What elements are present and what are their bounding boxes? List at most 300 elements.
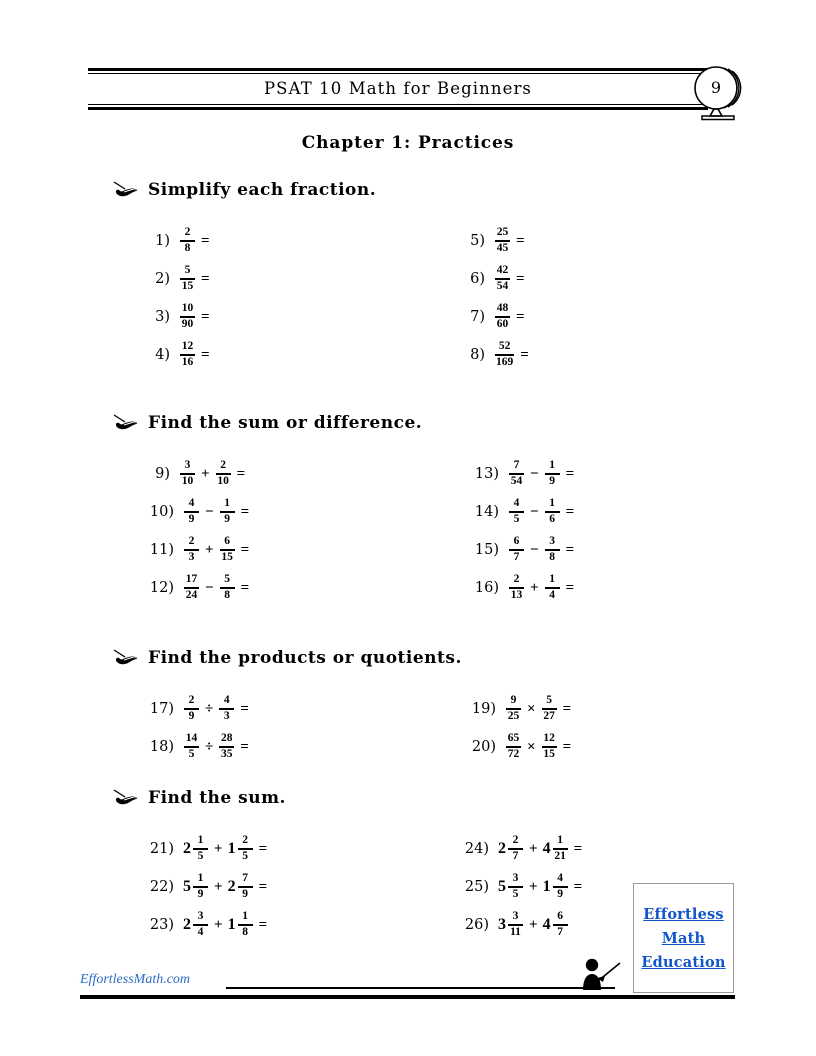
fraction-denominator: 3 [223, 709, 230, 722]
question-expression [183, 536, 249, 563]
section-heading-find-the-sum [113, 788, 286, 808]
fraction [184, 498, 199, 525]
question-item [455, 906, 582, 944]
footer-site-link[interactable]: EffortlessMath.com [80, 972, 191, 987]
fraction-numerator: 4 [223, 694, 230, 707]
fraction-numerator: 3 [512, 910, 519, 923]
fraction-denominator: 10 [217, 474, 229, 487]
operator: − [530, 541, 539, 558]
promo-line-1[interactable]: Effortless [643, 905, 724, 923]
section-heading-sum-or-difference [113, 413, 422, 433]
fraction-denominator: 169 [496, 355, 514, 368]
fraction-denominator: 16 [181, 355, 194, 368]
question-column-right [455, 222, 529, 374]
question-expression [183, 733, 249, 760]
operator: + [529, 878, 538, 895]
fraction-denominator: 5 [188, 747, 195, 760]
question-expression [498, 873, 582, 900]
fraction-numerator: 28 [220, 732, 233, 745]
equals-sign: = [573, 840, 583, 857]
question-number: 23) [149, 917, 174, 933]
page-header [88, 68, 708, 116]
question-item [455, 298, 529, 336]
header-rule-bottom-thick [88, 107, 708, 110]
fraction [180, 227, 195, 254]
fraction-denominator: 5 [513, 512, 520, 525]
fraction-denominator: 8 [184, 241, 191, 254]
fraction-denominator: 9 [224, 512, 230, 525]
fraction-denominator: 9 [188, 709, 195, 722]
fraction-numerator: 2 [184, 226, 191, 239]
mixed-number [183, 911, 209, 938]
question-expression [505, 733, 571, 760]
fraction [219, 695, 234, 722]
operator: + [201, 465, 210, 482]
mixed-number [498, 911, 524, 938]
question-item [140, 260, 210, 298]
fraction-part [193, 873, 208, 900]
fraction [495, 341, 514, 368]
page-title: Chapter 1: Practices [301, 133, 515, 153]
fraction-part [553, 835, 568, 862]
equals-sign: = [573, 878, 583, 895]
fraction [180, 303, 195, 330]
operator: − [530, 503, 539, 520]
question-column-right [465, 455, 574, 607]
question-expression [508, 460, 574, 487]
fraction-numerator: 9 [510, 694, 517, 707]
equals-sign: = [565, 503, 575, 520]
fraction-numerator: 4 [513, 497, 520, 510]
equals-sign: = [565, 465, 575, 482]
section-heading-label: Find the products or quotients. [148, 648, 462, 668]
operator: − [205, 579, 214, 596]
mixed-number [183, 873, 209, 900]
pen-icon [113, 181, 139, 199]
fraction [216, 460, 231, 487]
fraction [184, 733, 199, 760]
equals-sign: = [240, 738, 249, 755]
question-number: 19) [471, 701, 496, 717]
question-expression [494, 303, 525, 330]
whole-part: 2 [227, 878, 236, 895]
question-expression [508, 536, 574, 563]
question-item [462, 690, 571, 728]
question-item [455, 222, 529, 260]
operator: × [527, 738, 536, 755]
operator: − [530, 465, 539, 482]
fraction [545, 460, 560, 487]
question-item [465, 531, 574, 569]
question-item [140, 455, 249, 493]
question-column-right [455, 830, 582, 944]
question-column-right [462, 690, 571, 766]
operator: ÷ [205, 738, 214, 755]
fraction-denominator: 5 [512, 887, 519, 900]
equals-sign: = [201, 308, 210, 325]
fraction-denominator: 35 [220, 747, 233, 760]
question-number: 22) [149, 879, 174, 895]
fraction-numerator: 1 [197, 872, 204, 885]
fraction-numerator: 52 [498, 340, 511, 353]
question-number: 8) [470, 347, 485, 363]
equals-sign: = [240, 579, 250, 596]
fraction-numerator: 10 [181, 302, 194, 315]
fraction-denominator: 6 [549, 512, 555, 525]
promo-box[interactable] [633, 883, 734, 993]
fraction-denominator: 4 [549, 588, 555, 601]
fraction-denominator: 72 [507, 747, 520, 760]
question-item [465, 455, 574, 493]
fraction-denominator: 9 [197, 887, 204, 900]
fraction-numerator: 17 [185, 573, 198, 586]
question-item [140, 493, 249, 531]
question-number: 26) [464, 917, 489, 933]
fraction-numerator: 3 [512, 872, 519, 885]
question-expression [183, 574, 249, 601]
equals-sign: = [565, 579, 575, 596]
whole-part: 4 [542, 916, 551, 933]
fraction-numerator: 1 [549, 497, 555, 510]
question-number: 9) [155, 466, 170, 482]
question-expression [494, 265, 525, 292]
question-item [455, 830, 582, 868]
mixed-number [498, 873, 524, 900]
question-expression [183, 695, 249, 722]
fraction [180, 265, 195, 292]
question-expression [179, 265, 210, 292]
mixed-number [543, 911, 569, 938]
fraction [509, 536, 524, 563]
operator: ÷ [205, 700, 214, 717]
header-rule-top-thick [88, 68, 708, 71]
fraction-numerator: 3 [549, 535, 555, 548]
fraction-denominator: 9 [188, 512, 195, 525]
question-number: 15) [474, 542, 499, 558]
mixed-number [543, 873, 569, 900]
question-item [465, 493, 574, 531]
fraction-part [508, 873, 523, 900]
question-expression [183, 911, 267, 938]
fraction [220, 498, 235, 525]
equals-sign: = [516, 270, 525, 287]
fraction-numerator: 12 [543, 732, 555, 745]
fraction-numerator: 3 [197, 910, 204, 923]
equals-sign: = [258, 916, 268, 933]
operator: + [205, 541, 214, 558]
fraction-denominator: 10 [181, 474, 194, 487]
fraction-denominator: 8 [242, 925, 248, 938]
question-number: 14) [474, 504, 499, 520]
mixed-number [498, 835, 524, 862]
promo-line-2[interactable]: Math [661, 929, 706, 947]
whole-part: 1 [227, 916, 236, 933]
fraction [180, 341, 195, 368]
equals-sign: = [562, 738, 572, 755]
section-heading-label: Simplify each fraction. [148, 180, 377, 200]
question-item [140, 222, 210, 260]
question-column-left [140, 690, 249, 766]
fraction-denominator: 7 [512, 849, 519, 862]
fraction-numerator: 6 [224, 535, 230, 548]
equals-sign: = [258, 840, 268, 857]
whole-part: 1 [542, 878, 551, 895]
question-item [462, 728, 571, 766]
question-column-left [140, 455, 249, 607]
fraction [184, 695, 199, 722]
fraction-denominator: 60 [496, 317, 509, 330]
fraction-numerator: 2 [188, 535, 195, 548]
fraction [184, 574, 199, 601]
fraction-denominator: 15 [221, 550, 233, 563]
fraction-part [193, 835, 208, 862]
fraction-numerator: 7 [242, 872, 248, 885]
question-column-left [140, 222, 210, 374]
fraction-numerator: 2 [513, 573, 520, 586]
fraction-denominator: 3 [188, 550, 195, 563]
whole-part: 5 [183, 878, 191, 895]
fraction-denominator: 4 [197, 925, 204, 938]
operator: + [529, 916, 538, 933]
fraction-numerator: 2 [188, 694, 195, 707]
question-number: 3) [155, 309, 170, 325]
footer-rule-thin [226, 987, 615, 989]
whole-part: 2 [498, 840, 506, 857]
fraction-part [238, 835, 253, 862]
section-heading-label: Find the sum or difference. [148, 413, 423, 433]
question-item [455, 260, 529, 298]
fraction-denominator: 8 [549, 550, 555, 563]
equals-sign: = [201, 346, 210, 363]
fraction-denominator: 9 [549, 474, 555, 487]
fraction-part [238, 873, 253, 900]
fraction-numerator: 1 [557, 834, 563, 847]
question-expression [494, 341, 529, 368]
question-number: 18) [149, 739, 174, 755]
fraction-denominator: 9 [557, 887, 563, 900]
fraction [184, 536, 199, 563]
fraction-denominator: 7 [557, 925, 563, 938]
section-heading-simplify [113, 180, 376, 200]
fraction-numerator: 5 [184, 264, 191, 277]
question-number: 6) [470, 271, 485, 287]
question-item [140, 830, 267, 868]
question-number: 12) [149, 580, 174, 596]
question-item [455, 336, 529, 374]
question-number: 25) [464, 879, 489, 895]
operator: − [205, 503, 214, 520]
fraction-part [508, 835, 523, 862]
fraction-denominator: 11 [510, 925, 521, 938]
section-heading-products-or-quotients [113, 648, 462, 668]
mixed-number [183, 835, 209, 862]
page-number: 9 [710, 78, 722, 97]
pen-icon [113, 789, 139, 807]
fraction-denominator: 21 [554, 849, 566, 862]
fraction-denominator: 25 [507, 709, 520, 722]
fraction-numerator: 1 [549, 459, 555, 472]
question-item [140, 868, 267, 906]
question-number: 16) [474, 580, 499, 596]
fraction [220, 574, 235, 601]
fraction [495, 265, 510, 292]
section-heading-label: Find the sum. [148, 788, 286, 808]
question-number: 13) [474, 466, 499, 482]
question-expression [183, 873, 267, 900]
equals-sign: = [201, 270, 210, 287]
fraction-denominator: 90 [181, 317, 194, 330]
question-expression [498, 835, 582, 862]
fraction [219, 733, 234, 760]
question-expression [183, 498, 249, 525]
operator: + [214, 878, 223, 895]
fraction-numerator: 2 [242, 834, 248, 847]
mixed-number [228, 911, 254, 938]
operator: + [214, 916, 223, 933]
fraction-denominator: 13 [510, 588, 523, 601]
fraction [545, 498, 560, 525]
fraction-part [553, 911, 568, 938]
fraction [509, 498, 524, 525]
fraction-numerator: 65 [507, 732, 520, 745]
question-item [140, 728, 249, 766]
fraction [542, 695, 557, 722]
question-number: 20) [471, 739, 496, 755]
question-expression [179, 341, 210, 368]
mixed-number [543, 835, 569, 862]
fraction-numerator: 2 [220, 459, 226, 472]
fraction-numerator: 1 [197, 834, 204, 847]
question-number: 17) [149, 701, 174, 717]
question-item [140, 906, 267, 944]
fraction-numerator: 4 [188, 497, 195, 510]
fraction-numerator: 42 [496, 264, 509, 277]
header-title: PSAT 10 Math for Beginners [263, 79, 533, 98]
fraction-denominator: 9 [242, 887, 248, 900]
fraction-numerator: 6 [513, 535, 520, 548]
question-number: 24) [464, 841, 489, 857]
fraction-part [238, 911, 253, 938]
question-number: 10) [149, 504, 174, 520]
fraction [180, 460, 195, 487]
fraction-denominator: 15 [543, 747, 555, 760]
fraction-denominator: 7 [513, 550, 520, 563]
question-number: 7) [470, 309, 485, 325]
fraction [506, 733, 521, 760]
question-expression [498, 911, 569, 938]
pen-icon [113, 649, 139, 667]
fraction-denominator: 8 [224, 588, 230, 601]
equals-sign: = [516, 232, 525, 249]
equals-sign: = [240, 503, 250, 520]
question-expression [183, 835, 267, 862]
fraction-numerator: 1 [224, 497, 230, 510]
header-rule-bottom-thin [88, 104, 708, 105]
question-item [140, 298, 210, 336]
question-expression [508, 498, 574, 525]
fraction-numerator: 7 [513, 459, 520, 472]
question-item [465, 569, 574, 607]
fraction [509, 460, 524, 487]
equals-sign: = [520, 346, 529, 363]
operator: × [527, 700, 536, 717]
globe-icon [694, 64, 756, 126]
operator: + [529, 840, 538, 857]
fraction-numerator: 5 [224, 573, 230, 586]
pen-icon [113, 414, 139, 432]
equals-sign: = [565, 541, 575, 558]
operator: + [214, 840, 223, 857]
question-column-left [140, 830, 267, 944]
whole-part: 3 [498, 916, 506, 933]
fraction [542, 733, 557, 760]
fraction [220, 536, 235, 563]
fraction-denominator: 27 [543, 709, 555, 722]
fraction-denominator: 54 [510, 474, 523, 487]
fraction-numerator: 1 [549, 573, 555, 586]
equals-sign: = [562, 700, 572, 717]
fraction [495, 227, 510, 254]
question-number: 2) [155, 271, 170, 287]
fraction [506, 695, 521, 722]
fraction-numerator: 1 [242, 910, 248, 923]
equals-sign: = [516, 308, 525, 325]
fraction [545, 536, 560, 563]
question-item [140, 336, 210, 374]
fraction [509, 574, 524, 601]
fraction-part [508, 911, 523, 938]
equals-sign: = [258, 878, 268, 895]
question-item [140, 569, 249, 607]
fraction-numerator: 4 [557, 872, 563, 885]
fraction-numerator: 14 [185, 732, 198, 745]
fraction-denominator: 5 [197, 849, 204, 862]
whole-part: 4 [542, 840, 551, 857]
equals-sign: = [236, 465, 246, 482]
promo-line-3[interactable]: Education [641, 953, 726, 971]
whole-part: 5 [498, 878, 506, 895]
question-expression [179, 303, 210, 330]
question-item [140, 531, 249, 569]
whole-part: 2 [183, 840, 191, 857]
fraction-numerator: 6 [557, 910, 563, 923]
question-number: 1) [155, 233, 170, 249]
fraction-denominator: 5 [242, 849, 248, 862]
question-item [140, 690, 249, 728]
question-expression [179, 227, 210, 254]
fraction-numerator: 12 [181, 340, 194, 353]
fraction-denominator: 15 [181, 279, 194, 292]
question-number: 4) [155, 347, 170, 363]
mixed-number [228, 873, 254, 900]
question-number: 11) [149, 542, 174, 558]
fraction [495, 303, 510, 330]
fraction [545, 574, 560, 601]
equals-sign: = [240, 700, 249, 717]
fraction-numerator: 3 [184, 459, 191, 472]
whole-part: 2 [183, 916, 191, 933]
fraction-part [193, 911, 208, 938]
fraction-numerator: 25 [496, 226, 509, 239]
question-number: 5) [470, 233, 485, 249]
question-expression [505, 695, 571, 722]
fraction-numerator: 5 [546, 694, 552, 707]
question-expression [508, 574, 574, 601]
equals-sign: = [201, 232, 210, 249]
question-expression [179, 460, 245, 487]
fraction-denominator: 45 [496, 241, 509, 254]
fraction-numerator: 2 [512, 834, 519, 847]
